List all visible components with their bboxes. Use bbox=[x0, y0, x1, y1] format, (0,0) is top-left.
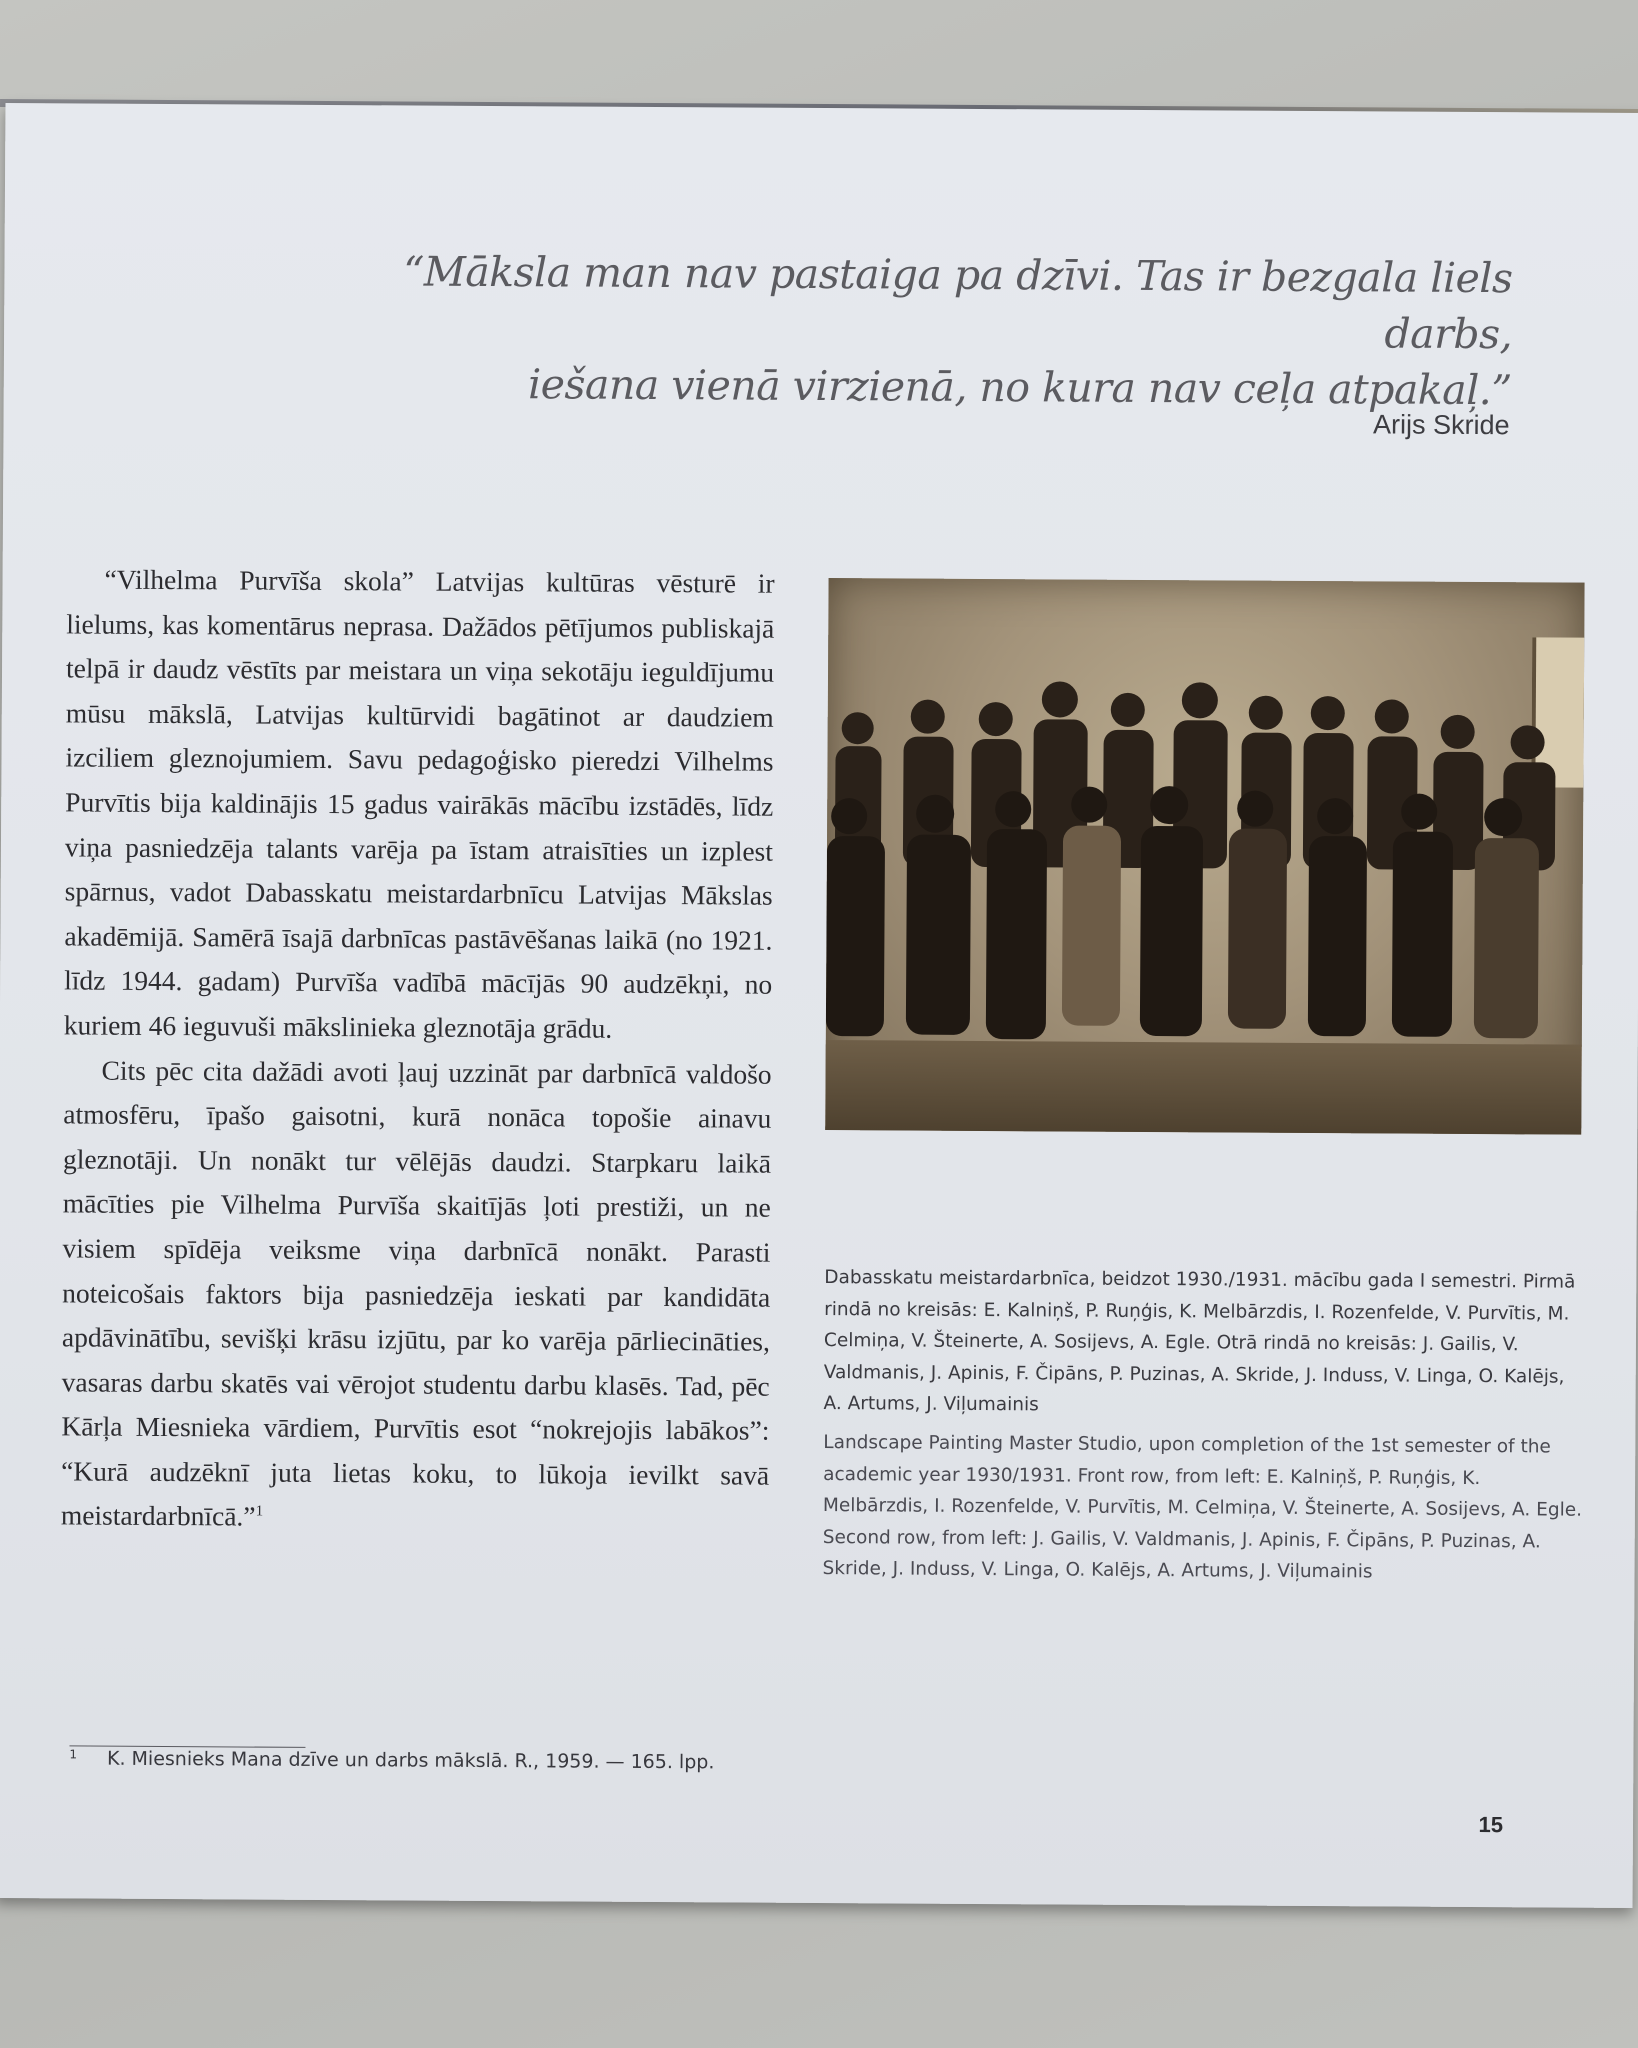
photo-caption-english: Landscape Painting Master Studio, upon completion of the 1st semester of the academic year 1930/1931. Front row, from left: E. Kalniņš, P. Ruņģis, K. Melbārzdis, I. Rozenfelde, V. Purvītis, M. Celmiņa, V. Šteinerte, A. Sosijevs, A. Egle. Second row, from left: J. Gailis, V. Valdmanis, J. Apinis, F. Čipāns, P. Puzinas, A. Skride, J. Induss, V. Linga, O. Kalējs, A. Artums, J. Viļumainis bbox=[822, 1432, 1583, 1583]
paragraph-1: “Vilhelma Purvīša skola” Latvijas kultūras vēsturē ir lielums, kas komentārus neprasa. Dažādos pētījumos publiskajā telpā ir daudz vēstīts par meistara un viņa sekotāju ieguldījumu mūsu mākslā, Latvijas kultūrvidi bagātinot ar daudziem izciliem gleznojumiem. Savu pedagoģisko pieredzi Vilhelms Purvītis bija kaldinājis 15 gadus vairākās mācību izstādēs, līdz viņa pasniedzēja talants varēja pa īstam atraisīties un izplest spārnus, vadot Dabasskatu meistardarbnīcu Latvijas Mākslas akadēmijā. Samērā īsajā darbnīcas pastāvēšanas laikā (no 1921. līdz 1944. gadam) Purvīša vadībā mācījās 90 audzēkņi, no kuriem 46 ieguvuši mākslinieka gleznotāja grādu. bbox=[63, 563, 775, 1044]
quote-line-2: iešana vienā virzienā, no kura nav ceļa atpakaļ.” bbox=[527, 360, 1512, 415]
paragraph-2 bbox=[61, 1048, 772, 1543]
book-page bbox=[0, 103, 1638, 1908]
footnote-number: 1 bbox=[69, 1747, 78, 1762]
photo-floor bbox=[825, 1040, 1582, 1135]
quote-author: Arijs Skride bbox=[1372, 409, 1510, 441]
epigraph-quote bbox=[392, 243, 1513, 418]
photo-caption-latvian: Dabasskatu meistardarbnīca, beidzot 1930./1931. mācību gada I semestri. Pirmā rindā no kreisās: E. Kalniņš, P. Ruņģis, K. Melbārzdis, I. Rozenfelde, V. Purvītis, M. Celmiņa, V. Šteinerte, A. Sosijevs, A. Egle. Otrā rindā no kreisās: J. Gailis, V. Valdmanis, J. Apinis, F. Čipāns, P. Puzinas, A. Skride, J. Induss, V. Linga, O. Kalējs, A. Artums, J. Viļumainis bbox=[823, 1267, 1576, 1416]
footnote-reference: 1 bbox=[255, 1503, 264, 1520]
footnote-text: K. Miesnieks Mana dzīve un darbs mākslā. R., 1959. — 165. lpp. bbox=[106, 1747, 715, 1774]
quote-line-1: “Māksla man nav pastaiga pa dzīvi. Tas ir bezgala liels darbs, bbox=[403, 247, 1513, 359]
footnote bbox=[69, 1747, 829, 1774]
body-text bbox=[61, 557, 775, 1542]
page-number: 15 bbox=[1478, 1812, 1504, 1838]
group-photo bbox=[825, 578, 1584, 1135]
paragraph-2-text: Cits pēc cita dažādi avoti ļauj uzzināt par darbnīcā valdošo atmosfēru, īpašo gaisotni, kurā nonāca topošie ainavu gleznotāji. Un nonākt tur vēlējās daudzi. Starpkaru laikā mācīties pie Vilhelma Purvīša skaitījās ļoti prestiži, un ne visiem spīdēja veiksme viņa darbnīcā nonākt. Parasti noteicošais faktors bija pasniedzēja ieskati par kandidāta apdāvinātību, sevišķi krāsu izjūtu, par ko varēja pārliecināties, vasaras darbu skatēs vai vērojot studentu darbu klasēs. Tad, pēc Kārļa Miesnieka vārdiem, Purvītis esot “nokrejojis labākos”: “Kurā audzēknī juta lietas koku, to lūkoja ievilkt savā meistardarbnīcā.” bbox=[60, 1054, 772, 1533]
